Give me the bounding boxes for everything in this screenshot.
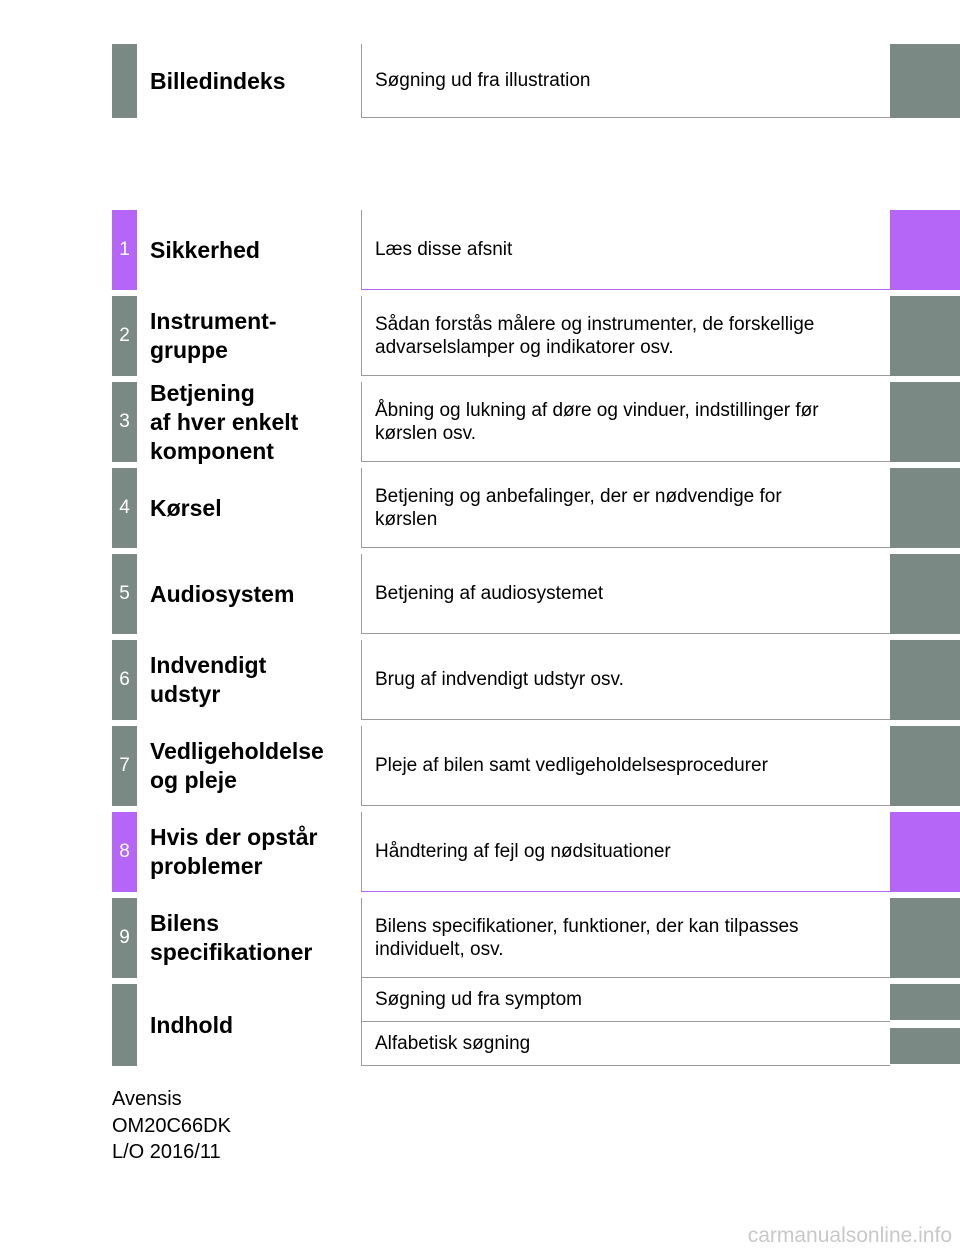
chapter-title: Betjening af hver enkelt komponent bbox=[150, 379, 299, 464]
index-item-symptom[interactable] bbox=[361, 978, 890, 1022]
chapter-title: Sikkerhed bbox=[150, 236, 260, 263]
footer-info bbox=[112, 1086, 231, 1166]
chapter-description-text: Brug af indvendigt udstyr osv. bbox=[375, 669, 624, 690]
watermark: carmanualsonline.info bbox=[747, 1224, 952, 1247]
chapter-number: 1 bbox=[112, 210, 137, 290]
chapter-description[interactable] bbox=[361, 554, 890, 634]
chapter-number: 7 bbox=[112, 726, 137, 806]
chapter-row-2[interactable] bbox=[0, 296, 960, 376]
chapter-description[interactable] bbox=[361, 726, 890, 806]
chapter-description[interactable] bbox=[361, 898, 890, 978]
chapter-number: 3 bbox=[112, 382, 137, 462]
chapter-description-text: Betjening og anbefalinger, der er nødvendige for kørslen bbox=[375, 485, 782, 530]
index-item-alphabetical[interactable] bbox=[361, 1022, 890, 1066]
chapter-description[interactable] bbox=[361, 210, 890, 290]
chapter-description[interactable] bbox=[361, 382, 890, 462]
chapter-title: Audiosystem bbox=[150, 580, 295, 607]
index-item-symptom-tab bbox=[890, 984, 960, 1020]
footer-date: L/O 2016/11 bbox=[112, 1141, 221, 1163]
chapter-row-3[interactable] bbox=[0, 379, 960, 464]
chapter-side-tab bbox=[890, 812, 960, 892]
header-left-tab bbox=[112, 44, 137, 118]
chapter-title: Indvendigt udstyr bbox=[150, 652, 267, 707]
index-item-alphabetical-text: Alfabetisk søgning bbox=[375, 1032, 531, 1054]
index-title: Indhold bbox=[150, 1011, 234, 1038]
chapter-title: Vedligeholdelse og pleje bbox=[150, 738, 324, 793]
chapter-number: 4 bbox=[112, 468, 137, 548]
chapter-side-tab bbox=[890, 554, 960, 634]
chapter-side-tab bbox=[890, 898, 960, 978]
chapter-description-text: Pleje af bilen samt vedligeholdelsesprocedurer bbox=[375, 755, 768, 776]
chapter-description-text: Betjening af audiosystemet bbox=[375, 583, 604, 604]
chapter-side-tab bbox=[890, 382, 960, 462]
chapter-row-8[interactable] bbox=[0, 812, 960, 892]
chapter-side-tab bbox=[890, 296, 960, 376]
chapter-title: Instrument- gruppe bbox=[150, 308, 277, 363]
chapter-row-9[interactable] bbox=[0, 898, 960, 978]
chapter-description-text: Sådan forstås målere og instrumenter, de forskellige advarselslamper og indikatorer osv. bbox=[375, 313, 815, 358]
chapter-description-text: Åbning og lukning af døre og vinduer, indstillinger før kørslen osv. bbox=[375, 399, 819, 444]
chapter-side-tab bbox=[890, 640, 960, 720]
chapter-title: Kørsel bbox=[150, 494, 222, 521]
chapter-description[interactable] bbox=[361, 296, 890, 376]
chapter-row-1[interactable] bbox=[0, 210, 960, 290]
chapter-description[interactable] bbox=[361, 468, 890, 548]
chapter-description[interactable] bbox=[361, 812, 890, 892]
chapter-row-4[interactable] bbox=[0, 468, 960, 548]
chapter-row-6[interactable] bbox=[0, 640, 960, 720]
header-side-tab bbox=[890, 44, 960, 118]
footer-model: Avensis bbox=[112, 1088, 182, 1110]
chapter-side-tab bbox=[890, 210, 960, 290]
chapter-number: 6 bbox=[112, 640, 137, 720]
chapter-description[interactable] bbox=[361, 640, 890, 720]
chapter-number: 9 bbox=[112, 898, 137, 978]
chapter-description-text: Bilens specifikationer, funktioner, der kan tilpasses individuelt, osv. bbox=[375, 915, 799, 960]
chapter-row-7[interactable] bbox=[0, 726, 960, 806]
chapter-title: Hvis der opstår problemer bbox=[150, 824, 318, 879]
header-row[interactable] bbox=[0, 44, 960, 118]
chapter-row-5[interactable] bbox=[0, 554, 960, 634]
index-item-symptom-text: Søgning ud fra symptom bbox=[375, 988, 582, 1010]
chapter-description-text: Læs disse afsnit bbox=[375, 239, 513, 260]
chapter-side-tab bbox=[890, 468, 960, 548]
index-left-tab bbox=[112, 984, 137, 1066]
header-description[interactable] bbox=[361, 44, 890, 118]
chapter-number: 2 bbox=[112, 296, 137, 376]
footer-code: OM20C66DK bbox=[112, 1114, 231, 1137]
chapter-number: 8 bbox=[112, 812, 137, 892]
index-item-alphabetical-tab bbox=[890, 1028, 960, 1064]
chapter-number: 5 bbox=[112, 554, 137, 634]
header-description-text: Søgning ud fra illustration bbox=[375, 70, 591, 91]
chapter-title: Bilens specifikationer bbox=[150, 910, 313, 965]
chapter-side-tab bbox=[890, 726, 960, 806]
header-title: Billedindeks bbox=[150, 67, 286, 94]
chapter-description-text: Håndtering af fejl og nødsituationer bbox=[375, 841, 671, 862]
